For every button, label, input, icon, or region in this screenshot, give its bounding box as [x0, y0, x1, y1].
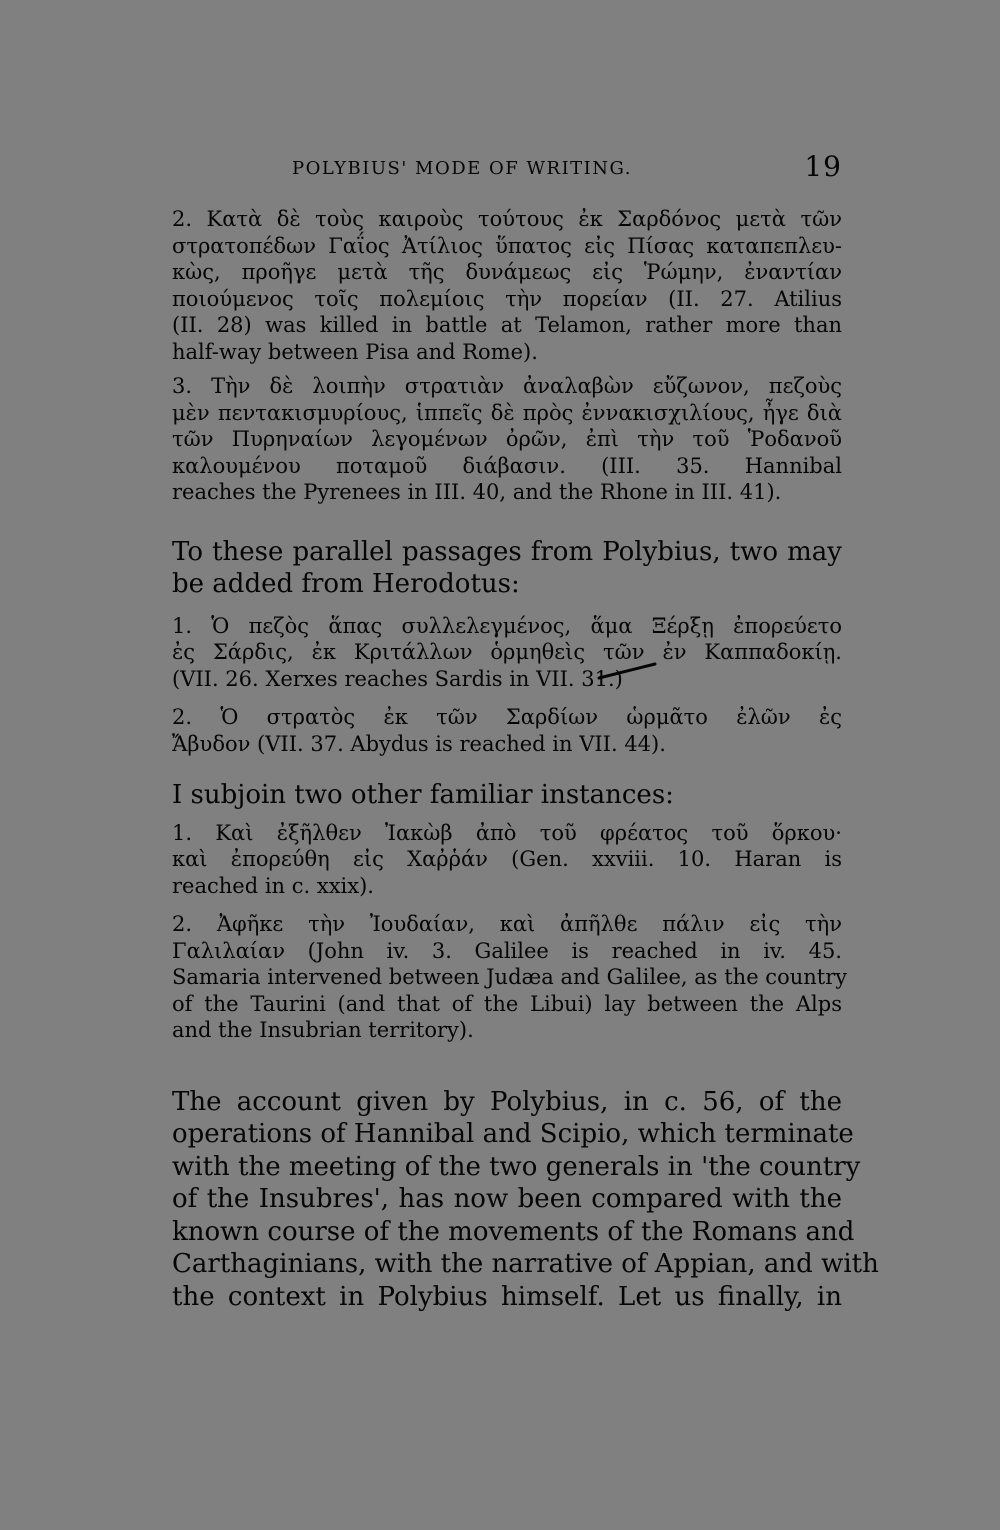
- text-line: Ἄβυδον (VII. 37. Abydus is reached in VII. 44).: [172, 731, 666, 756]
- text-line: reached in c. xxix).: [172, 873, 374, 898]
- text-line: I subjoin two other familiar instances:: [172, 780, 674, 810]
- text-line: Carthaginians, with the narrative of Appian, and with: [172, 1249, 879, 1279]
- text-line: μὲν πεντακισμυρίους, ἱππεῖς δὲ πρὸς ἐννακισχιλίους, ἦγε διὰ: [172, 400, 842, 425]
- text-line: and the Insubrian territory).: [172, 1018, 474, 1042]
- book-page: [172, 150, 879, 1313]
- familiar-passage-2: [172, 911, 848, 1044]
- running-title: POLYBIUS' MODE OF WRITING.: [292, 158, 632, 179]
- pen-stroke-mark: [597, 660, 657, 680]
- text-line: καὶ ἐπορεύθη εἰς Χαῤῥάν (Gen. xxviii. 10. Haran is: [172, 847, 842, 871]
- text-line: στρατοπέδων Γαΐος Ἀτίλιος ὕπατος εἰς Πίσας καταπεπλευ-: [172, 233, 842, 258]
- text-line: the context in Polybius himself. Let us finally, in: [172, 1281, 842, 1312]
- closing-paragraph: [172, 1086, 879, 1314]
- familiar-passage-1: [172, 820, 842, 900]
- familiar-intro: [172, 779, 842, 812]
- text-line: Samaria intervened between Judæa and Galilee, as the country: [172, 965, 848, 989]
- text-line: of the Insubres', has now been compared with the: [172, 1184, 842, 1214]
- text-line: κὼς, προῆγε μετὰ τῆς δυνάμεως εἰς Ῥώμην, ἐναντίαν: [172, 260, 842, 284]
- text-line: half-way between Pisa and Rome).: [172, 339, 538, 364]
- herodotus-intro: [172, 536, 842, 601]
- text-line: (VII. 26. Xerxes reaches Sardis in VII. 31.): [172, 666, 623, 691]
- herodotus-passage-2: [172, 704, 842, 757]
- text-line: (II. 28) was killed in battle at Telamon, rather more than: [172, 313, 842, 337]
- text-line: τῶν Πυρηναίων λεγομένων ὀρῶν, ἐπὶ τὴν τοῦ Ῥοδανοῦ: [172, 427, 842, 451]
- text-line: καλουμένου ποταμοῦ διάβασιν. (III. 35. Hannibal: [172, 453, 842, 478]
- running-head: [172, 150, 842, 194]
- text-line: 3. Τὴν δὲ λοιπὴν στρατιὰν ἀναλαβὼν εὔζωνον, πεζοὺς: [172, 374, 842, 398]
- text-line: known course of the movements of the Romans and: [172, 1216, 855, 1247]
- herodotus-passage-1: [172, 613, 842, 693]
- page-number: 19: [804, 150, 842, 183]
- text-line: 2. Ἀφῆκε τὴν Ἰουδαίαν, καὶ ἀπῆλθε πάλιν εἰς τὴν: [172, 912, 842, 936]
- text-line: reaches the Pyrenees in III. 40, and the Rhone in III. 41).: [172, 480, 782, 504]
- text-line: ποιούμενος τοῖς πολεμίοις τὴν πορείαν (II. 27. Atilius: [172, 286, 842, 311]
- text-line: 2. Κατὰ δὲ τοὺς καιροὺς τούτους ἐκ Σαρδόνος μετὰ τῶν: [172, 207, 842, 231]
- text-line: To these parallel passages from Polybius, two may: [172, 536, 842, 567]
- polybius-passage-2: [172, 373, 842, 506]
- polybius-passage-1: [172, 206, 842, 365]
- text-line: The account given by Polybius, in c. 56, of the: [172, 1086, 842, 1117]
- text-line: 1. Ὁ πεζὸς ἅπας συλλελεγμένος, ἅμα Ξέρξῃ ἐπορεύετο: [172, 613, 842, 638]
- text-line: ἐς Σάρδις, ἐκ Κριτάλλων ὁρμηθεὶς τῶν ἐν Καππαδοκίῃ.: [172, 640, 842, 664]
- text-line: 1. Καὶ ἐξῆλθεν Ἰακὼβ ἀπὸ τοῦ φρέατος τοῦ ὅρκου·: [172, 820, 842, 845]
- text-line: be added from Herodotus:: [172, 569, 520, 599]
- text-line: operations of Hannibal and Scipio, which terminate: [172, 1119, 854, 1149]
- text-line: with the meeting of the two generals in 'the country: [172, 1151, 861, 1182]
- text-line: of the Taurini (and that of the Libui) lay between the Alps: [172, 991, 842, 1016]
- text-line: Γαλιλαίαν (John iv. 3. Galilee is reached in iv. 45.: [172, 938, 842, 963]
- text-line: 2. Ὁ στρατὸς ἐκ τῶν Σαρδίων ὡρμᾶτο ἐλῶν ἐς: [172, 705, 842, 729]
